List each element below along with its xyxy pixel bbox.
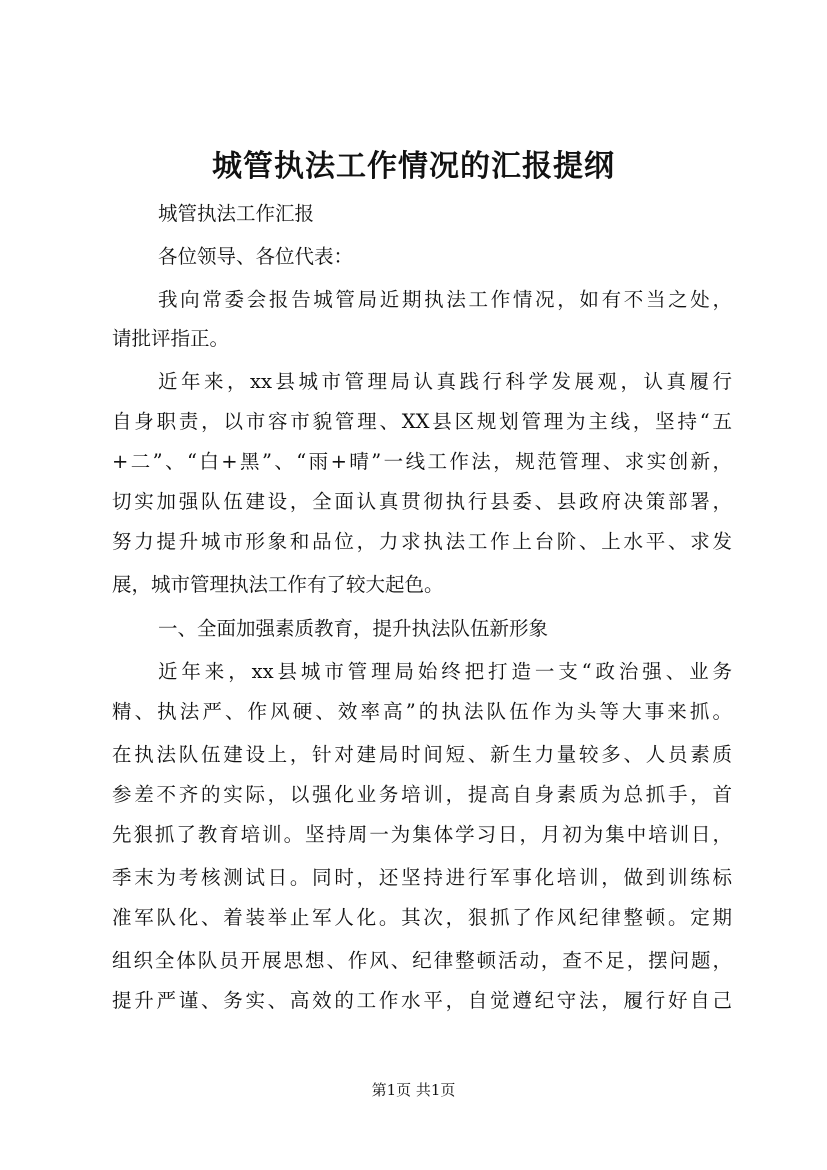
body-line: 组织全体队员开展思想、作风、纪律整顿活动，查不足，摆问题， (112, 949, 732, 972)
body-line: 请批评指正。 (112, 327, 230, 350)
page-footer: 第1页 共1页 (371, 1081, 456, 1099)
body-line: 切实加强队伍建设，全面认真贯彻执行县委、县政府决策部署， (112, 490, 732, 513)
body-line: +二”、“白+黑”、“雨+晴”一线工作法，规范管理、求实创新， (112, 450, 732, 473)
document-title: 城管执法工作情况的汇报提纲 (212, 149, 615, 184)
body-line: 我向常委会报告城管局近期执法工作情况，如有不当之处， (158, 288, 732, 311)
body-line: 准军队化、着装举止军人化。其次，狠抓了作风纪律整顿。定期 (112, 906, 732, 929)
body-line: 精、执法严、作风硬、效率高”的执法队伍作为头等大事来抓。 (112, 700, 732, 723)
body-line: 城管执法工作汇报 (158, 202, 315, 225)
body-line: 先狠抓了教育培训。坚持周一为集体学习日，月初为集中培训日， (112, 823, 732, 846)
body-line: 近年来，xx县城市管理局认真践行科学发展观，认真履行 (158, 370, 732, 393)
body-line: 提升严谨、务实、高效的工作水平，自觉遵纪守法，履行好自己 (112, 989, 732, 1012)
body-line: 在执法队伍建设上，针对建局时间短、新生力量较多、人员素质 (112, 743, 732, 766)
body-line: 展，城市管理执法工作有了较大起色。 (112, 573, 444, 596)
body-line: 近年来，xx县城市管理局始终把打造一支“政治强、业务 (158, 660, 732, 683)
body-line: 参差不齐的实际，以强化业务培训，提高自身素质为总抓手，首 (112, 783, 732, 806)
body-line: 努力提升城市形象和品位，力求执法工作上台阶、上水平、求发 (112, 530, 732, 553)
section-heading: 一、全面加强素质教育，提升执法队伍新形象 (158, 617, 549, 640)
body-line: 各位领导、各位代表： (158, 245, 354, 268)
body-line: 季末为考核测试日。同时，还坚持进行军事化培训，做到训练标 (112, 866, 732, 889)
body-line: 自身职责，以市容市貌管理、XX县区规划管理为主线，坚持“五 (112, 410, 732, 433)
